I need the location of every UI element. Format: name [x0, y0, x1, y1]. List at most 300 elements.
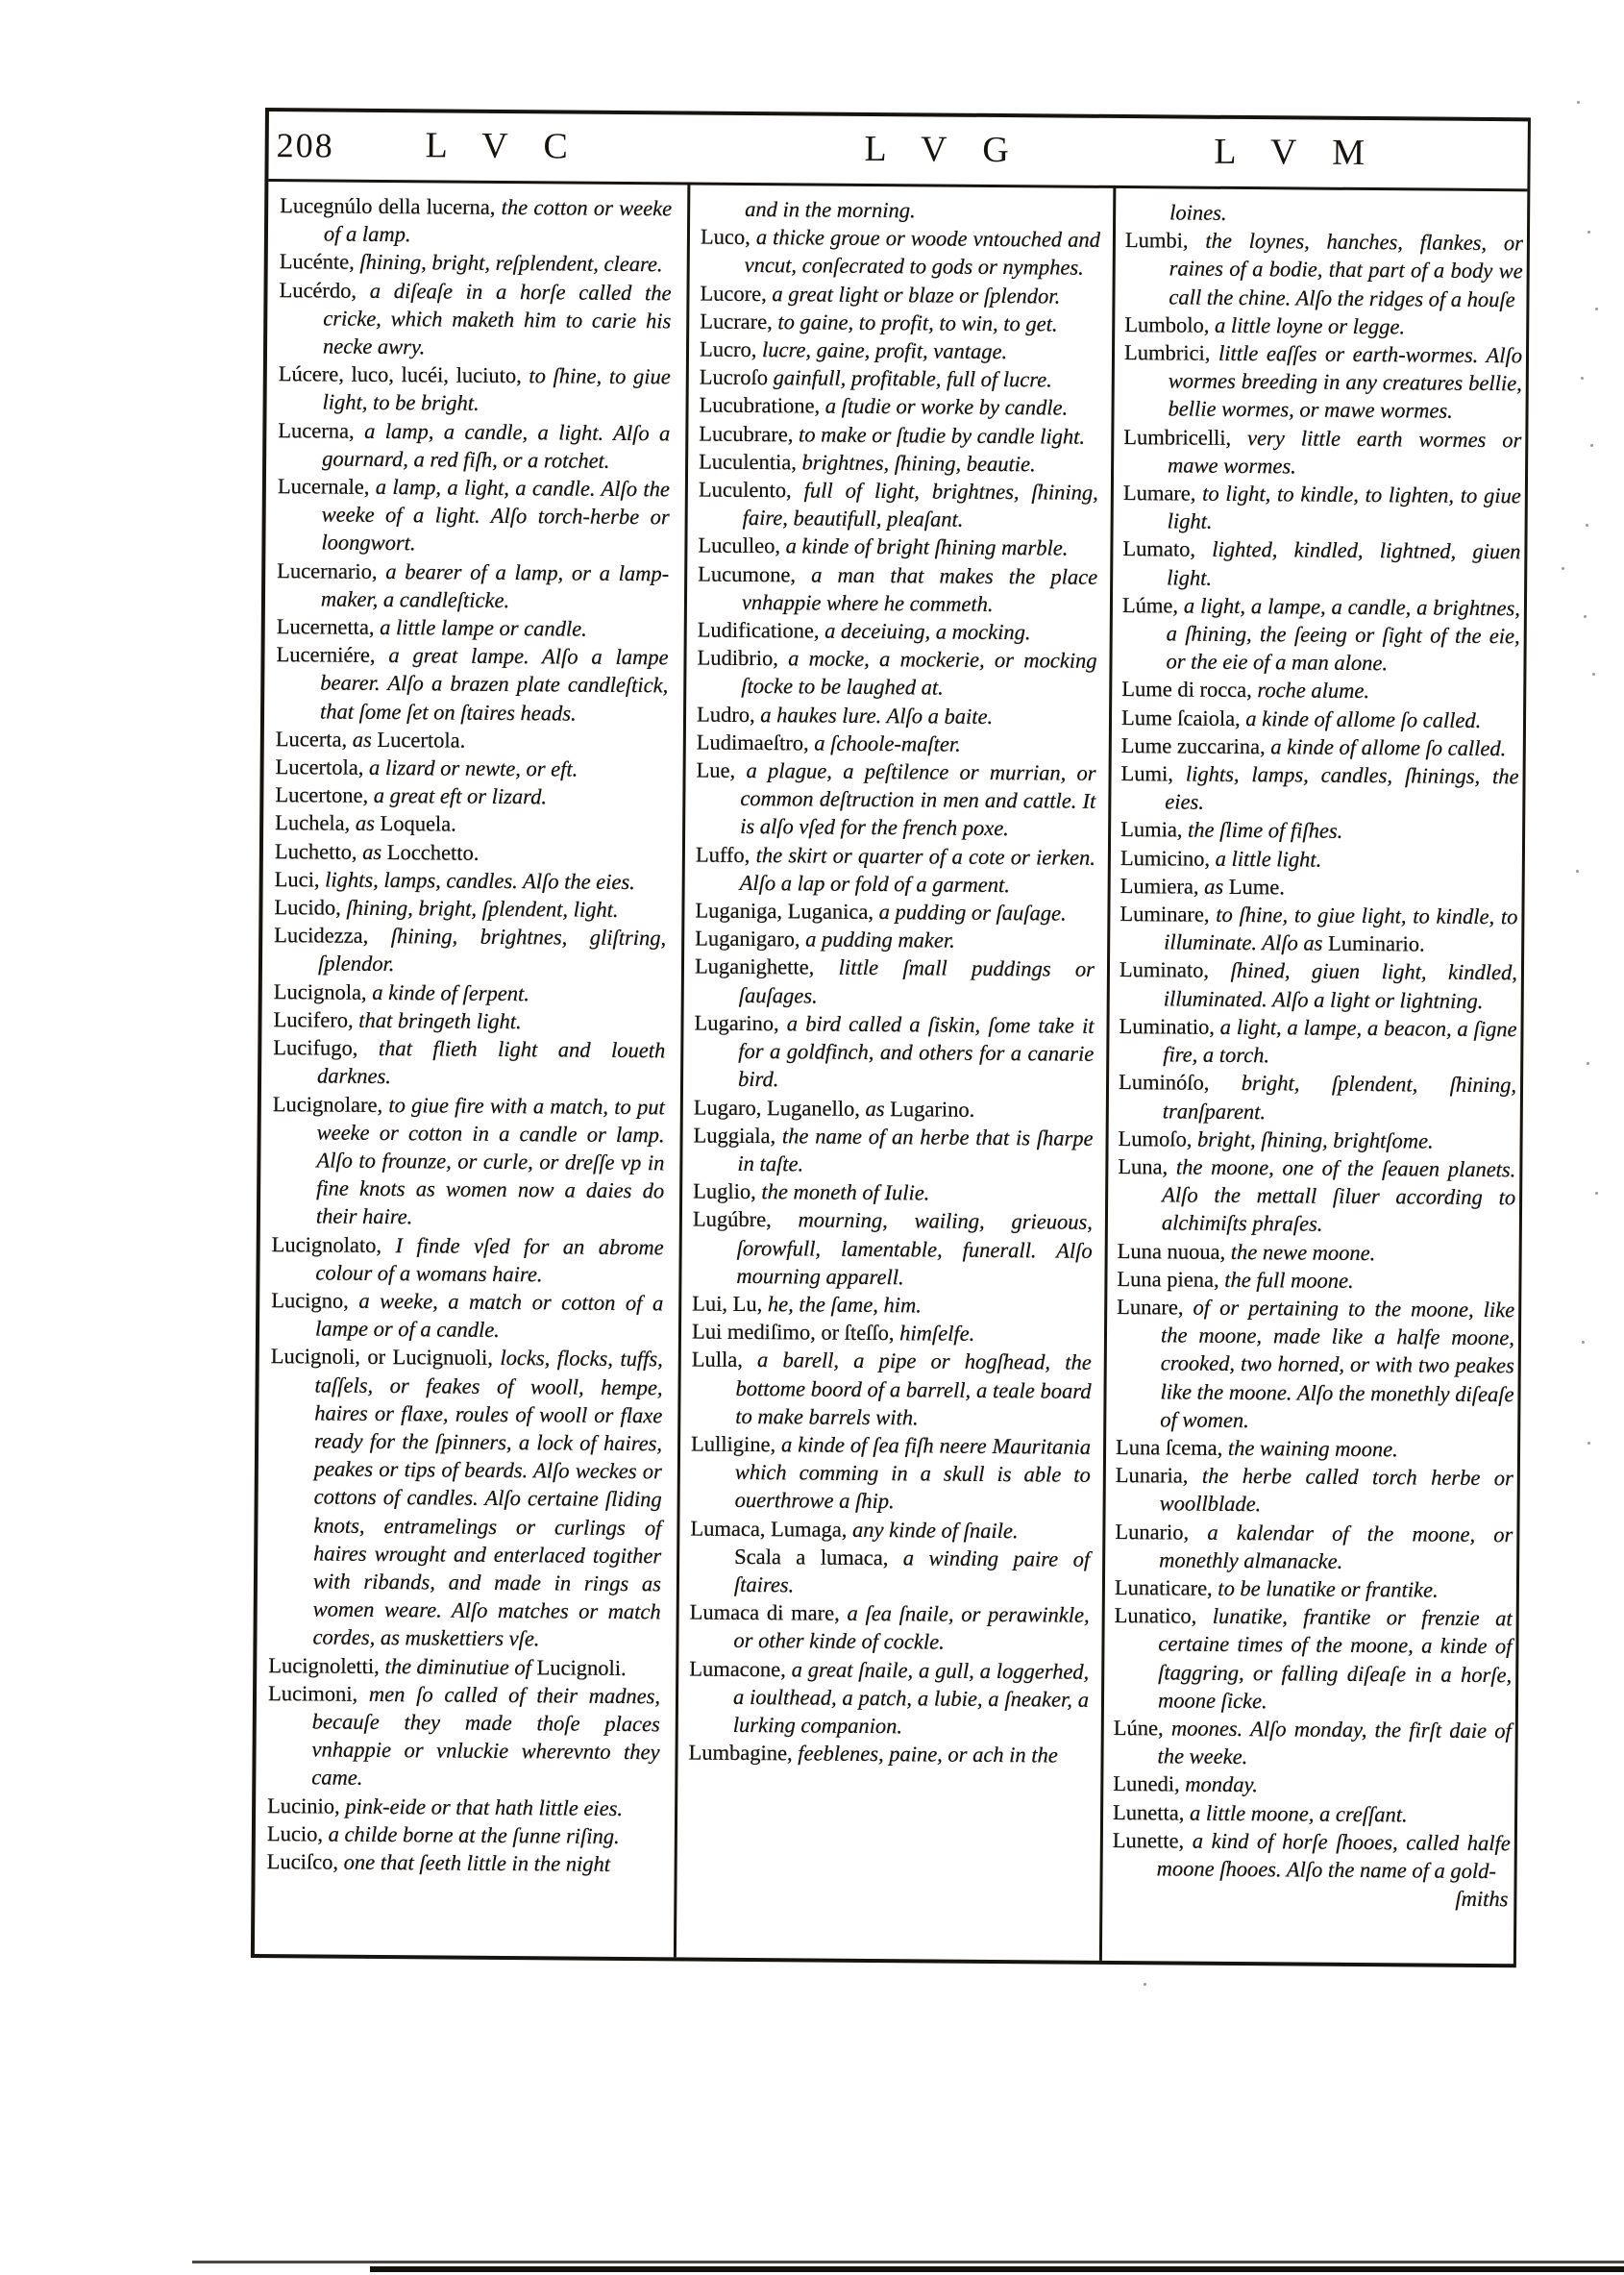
- definition-text: the diminutiue of: [384, 1653, 537, 1679]
- definition-text: pink-eide or that hath little eies.: [345, 1793, 624, 1820]
- headword: Lume di rocca,: [1121, 677, 1258, 703]
- definition-text: a lamp, a light, a candle. Alſo the weeke of a light. Alſo torch-herbe or loongwort.: [321, 474, 670, 556]
- dictionary-entry: [275, 865, 667, 896]
- definition-text: a light, a lampe, a candle, a brightnes, a ſhining, the ſeeing or ſight of the eie, or the eie of a man alone.: [1166, 593, 1521, 676]
- dictionary-entry: [696, 840, 1095, 900]
- dictionary-entry: [697, 644, 1096, 704]
- definition-text: men ſo called of their madnes, becauſe they made thoſe places vnhappie or vnluckie wherevnto they came.: [311, 1681, 661, 1791]
- definition-text: bright, ſhining, brightſome.: [1197, 1126, 1434, 1153]
- definition-text: that flieth light and loueth darknes.: [316, 1036, 666, 1089]
- headword: Lui, Lu,: [692, 1291, 769, 1317]
- headword: Ludro,: [696, 702, 761, 727]
- scan-speck: [1576, 870, 1579, 873]
- running-head-lvm: L V M: [1214, 131, 1379, 174]
- definition-text: a haukes lure. Alſo a baite.: [760, 702, 994, 729]
- column-divider-1: [674, 182, 691, 1957]
- dictionary-entry: [1115, 1573, 1513, 1604]
- definition-text: a ſtudie or worke by candle.: [824, 394, 1069, 420]
- headword: Lumbrici,: [1123, 340, 1219, 365]
- dictionary-entry: [1123, 479, 1521, 538]
- dictionary-entry: [692, 1205, 1093, 1293]
- dictionary-entry: [1120, 872, 1518, 903]
- definition-text: lucre, gaine, profit, vantage.: [761, 337, 1008, 364]
- dictionary-entry: [274, 977, 666, 1008]
- dictionary-entry: [1114, 1601, 1513, 1717]
- dictionary-column-3: [1112, 198, 1523, 1914]
- headword: Lucubrare,: [699, 421, 800, 446]
- dictionary-entry: [276, 725, 668, 755]
- headword: Lucérdo,: [279, 277, 370, 303]
- headword: Lucignola,: [273, 978, 373, 1004]
- dictionary-entry: [694, 1093, 1094, 1124]
- dictionary-entry: [1124, 226, 1523, 313]
- headword: Luna piena,: [1117, 1266, 1225, 1292]
- headword: Lucignoletti,: [268, 1652, 385, 1678]
- dictionary-entry: [280, 191, 672, 251]
- definition-text: the name of an herbe that is ſharpe in taſte.: [737, 1123, 1094, 1176]
- dictionary-entry: [277, 612, 669, 643]
- headword: Lumbi,: [1124, 228, 1206, 253]
- dictionary-entry: [1118, 1125, 1515, 1155]
- scan-speck: [1144, 1983, 1146, 1986]
- dictionary-entry: [273, 1033, 665, 1093]
- dictionary-entry: [1116, 1433, 1513, 1464]
- definition-text: a bird called a ſiskin, ſome take it for a goldfinch, and others for a canarie bird.: [737, 1011, 1095, 1092]
- headword: Lumbagine,: [688, 1740, 799, 1766]
- headword: Lucernario,: [277, 557, 386, 583]
- dictionary-entry: [691, 1429, 1092, 1517]
- headword: Lucertola.: [377, 727, 466, 753]
- definition-text: ſhining, bright, ſplendent, light.: [346, 895, 619, 922]
- headword: Lumbolo,: [1124, 311, 1216, 337]
- dictionary-entry: [1119, 1012, 1516, 1072]
- headword: Lue,: [696, 757, 747, 783]
- headword: Lumacone,: [689, 1656, 792, 1681]
- running-head-lvg: L V G: [864, 128, 1023, 171]
- headword: Luffo,: [695, 842, 756, 867]
- definition-text: as: [362, 839, 387, 864]
- dictionary-entry: [1113, 1769, 1511, 1800]
- dictionary-entry: [697, 728, 1096, 758]
- headword: Lume ſcaiola,: [1120, 705, 1246, 730]
- dictionary-entry: [275, 753, 667, 783]
- definition-text: a ſchoole-maſter.: [814, 730, 961, 756]
- dictionary-entry: [274, 921, 666, 980]
- definition-text: a little lampe or candle.: [380, 615, 587, 641]
- dictionary-entry: [268, 1651, 660, 1682]
- dictionary-entry: [267, 1847, 659, 1878]
- headword: Luganigaro,: [695, 926, 806, 952]
- scan-speck: [1595, 1192, 1598, 1195]
- dictionary-entry: [1113, 1826, 1511, 1886]
- headword: Luciſco,: [266, 1849, 344, 1874]
- dictionary-entry: [692, 1318, 1092, 1348]
- definition-text: a light, a lampe, a beacon, a ſigne fire, a torch.: [1163, 1014, 1517, 1068]
- headword: Lulligine,: [690, 1431, 782, 1457]
- scan-speck: [1595, 308, 1598, 310]
- definition-text: a pudding or ſauſage.: [878, 900, 1067, 926]
- headword: Lunatico,: [1114, 1603, 1213, 1628]
- definition-text: little ſmall puddings or ſauſages.: [738, 955, 1095, 1008]
- definition-text: a mocke, a mockerie, or mocking ſtocke to be laughed at.: [741, 646, 1097, 701]
- headword: Lucimoni,: [267, 1680, 370, 1706]
- dictionary-entry: [273, 1005, 665, 1036]
- scan-speck: [1586, 524, 1588, 527]
- headword: Lunaticare,: [1114, 1574, 1218, 1600]
- definition-text: a great light or blaze or ſplendor.: [772, 281, 1061, 309]
- headword: Lulla,: [691, 1347, 758, 1372]
- page-frame: [251, 108, 1531, 1967]
- definition-text: a lizard or newte, or eft.: [368, 754, 578, 781]
- definition-text: one that ſeeth little in the night: [343, 1849, 611, 1876]
- definition-text: the cotton or weeke of a lamp.: [323, 194, 673, 247]
- headword: Ludimaeſtro,: [696, 729, 815, 755]
- headword: Luganiga, Luganica,: [695, 898, 879, 925]
- headword: Luggiala,: [693, 1123, 783, 1148]
- headword: Lucio,: [266, 1820, 329, 1846]
- scan-speck: [1582, 1341, 1585, 1344]
- headword: Luculleo,: [698, 532, 786, 558]
- headword: Lucido,: [274, 895, 347, 920]
- headword: Lumaca, Lumaga,: [690, 1516, 853, 1542]
- headword: Luminatio,: [1119, 1013, 1220, 1039]
- headword: Lucubratione,: [699, 392, 825, 419]
- definition-text: a weeke, a match or cotton of a lampe or of a candle.: [314, 1288, 664, 1343]
- definition-text: as: [1204, 874, 1229, 899]
- dictionary-entry: [276, 640, 669, 728]
- dictionary-entry: [267, 1792, 659, 1822]
- headword: Lunedi,: [1113, 1771, 1186, 1796]
- dictionary-column-1: [267, 191, 673, 1878]
- dictionary-entry: [267, 1679, 660, 1794]
- definition-text: himſelfe.: [899, 1321, 975, 1346]
- headword: Lumare,: [1122, 481, 1203, 506]
- headword: Lucerna,: [278, 417, 365, 443]
- headword: Lumato,: [1122, 536, 1213, 562]
- definition-text: a little loyne or legge.: [1214, 312, 1406, 339]
- headword: Lúne,: [1113, 1715, 1171, 1741]
- headword: Luna ſcema,: [1115, 1434, 1229, 1460]
- headword: Luchetto,: [274, 838, 363, 864]
- headword: Lúme,: [1121, 592, 1185, 618]
- dictionary-entry: [277, 556, 669, 616]
- headword: Luglio,: [693, 1178, 762, 1204]
- definition-text: I finde vſed for an abrome colour of a womans haire.: [315, 1232, 664, 1287]
- dictionary-entry: [1115, 1518, 1513, 1577]
- dictionary-entry: [1122, 534, 1520, 594]
- dictionary-entry: [1121, 704, 1519, 734]
- headword: Lucrare,: [700, 309, 778, 334]
- definition-text: the waining moone.: [1227, 1435, 1398, 1462]
- definition-text: a kinde of allome ſo called.: [1245, 705, 1482, 732]
- definition-text: roche alume.: [1257, 678, 1370, 704]
- headword: Lucroſo: [699, 364, 774, 390]
- dictionary-entry: [267, 1819, 659, 1850]
- definition-text: he, the ſame, him.: [767, 1292, 923, 1318]
- dictionary-entry: [693, 1177, 1093, 1208]
- headword: Lucernale,: [277, 474, 376, 499]
- definition-text: a kinde of ſea fiſh neere Mauritania which comming in a skull is able to ouerthrowe a ſhip.: [734, 1432, 1092, 1514]
- dictionary-column-2: [688, 195, 1100, 1770]
- dictionary-entry: [699, 447, 1098, 478]
- dictionary-entry: [278, 359, 670, 419]
- definition-text: lighted, kindled, lightned, giuen light.: [1167, 537, 1521, 590]
- dictionary-entry: [272, 1090, 665, 1233]
- headword: Lumiera,: [1120, 873, 1205, 899]
- dictionary-entry: [698, 532, 1097, 562]
- dictionary-entry: [699, 419, 1098, 450]
- headword: Lucifugo,: [273, 1035, 379, 1061]
- definition-text: the full moone.: [1224, 1267, 1354, 1293]
- dictionary-entry: [1117, 1265, 1514, 1296]
- definition-text: the newe moone.: [1230, 1239, 1376, 1265]
- dictionary-entry: [1125, 198, 1523, 229]
- scan-speck: [1587, 1062, 1589, 1065]
- dictionary-entry: [1118, 1152, 1516, 1240]
- definition-text: a ſea ſnaile, or perawinkle, or other kinde of cockle.: [733, 1600, 1090, 1654]
- definition-text: as: [355, 811, 381, 836]
- scan-speck: [1562, 567, 1564, 570]
- headword: Luminóſo,: [1118, 1070, 1242, 1096]
- definition-text: very little earth wormes or mawe wormes.: [1168, 425, 1522, 479]
- headword: Lui mediſimo, or ſteſſo,: [691, 1319, 900, 1346]
- scan-speck: [1592, 673, 1595, 676]
- definition-text: bright, ſplendent, ſhining, tranſparent.: [1162, 1071, 1517, 1124]
- definition-text: a little moone, a creſſant.: [1189, 1800, 1408, 1826]
- headword: Lugarino,: [694, 1010, 787, 1036]
- definition-text: of or pertaining to the moone, like the moone, made like a halfe moone, crooked, two horned, or with two peakes like the moone. Alſo the monethly diſeaſe of women.: [1160, 1295, 1515, 1432]
- headword: Lugaro, Luganello,: [693, 1095, 866, 1121]
- dictionary-entry: [1121, 591, 1520, 679]
- dictionary-entry: [692, 1289, 1092, 1320]
- dictionary-entry: [271, 1286, 663, 1346]
- dictionary-entry: [1121, 675, 1519, 705]
- definition-text: ſmiths: [1455, 1886, 1509, 1912]
- dictionary-entry: [700, 279, 1099, 309]
- dictionary-entry: [690, 1542, 1090, 1601]
- running-head-lvc: L V C: [425, 125, 581, 167]
- dictionary-entry: [698, 616, 1097, 647]
- dictionary-entry: [699, 391, 1098, 422]
- headword: Luculento,: [698, 477, 804, 503]
- definition-text: a winding paire of ſtaires.: [733, 1546, 1091, 1597]
- definition-text: lunatike, frantike or frenzie at certaine times of the moone, a kinde of ſtaggring, or falling diſeaſe in a horſe, moone ſicke.: [1157, 1603, 1513, 1714]
- definition-text: moones. Alſo monday, the firſt daie of the weeke.: [1157, 1716, 1512, 1769]
- dictionary-entry: [689, 1654, 1090, 1742]
- scan-speck: [1581, 377, 1584, 380]
- definition-text: that bringeth light.: [358, 1007, 522, 1034]
- dictionary-entry: [695, 952, 1095, 1012]
- dictionary-entry: [1116, 1293, 1514, 1436]
- dictionary-entry: [271, 1230, 663, 1290]
- definition-text: mourning, wailing, grieuous, ſorowfull, lamentable, funerall. Alſo mourning apparell.: [736, 1207, 1094, 1289]
- headword: Lumaca di mare,: [689, 1599, 848, 1625]
- definition-text: the moone, one of the ſeauen planets. Alſo the mettall ſiluer according to alchimiſts phraſes.: [1161, 1154, 1516, 1236]
- headword: Lumia,: [1120, 817, 1189, 843]
- headword: Lucidezza,: [274, 923, 391, 949]
- dictionary-entry: [691, 1346, 1092, 1433]
- headword: Loquela.: [380, 811, 456, 837]
- page-number: 208: [276, 126, 334, 165]
- dictionary-entry: [1121, 731, 1519, 762]
- definition-text: the moneth of Iulie.: [761, 1179, 930, 1205]
- headword: Lugarino.: [890, 1096, 975, 1122]
- definition-text: a diſeaſe in a horſe called the cricke, which maketh him to carie his necke awry.: [322, 278, 672, 359]
- dictionary-entry: [693, 1121, 1093, 1180]
- definition-text: ſhining, brightnes, gliſtring, ſplendor.: [317, 924, 667, 977]
- catchword: [1112, 1882, 1510, 1913]
- headword: Lume zuccarina,: [1120, 732, 1271, 759]
- definition-text: lights, lamps, candles, ſhinings, the eies.: [1165, 761, 1519, 814]
- definition-text: to ſhine, to giue light, to kindle, to illuminate. Alſo as: [1164, 902, 1518, 955]
- definition-text: the herbe called torch herbe or woollblade.: [1159, 1463, 1513, 1517]
- definition-text: a deceiuing, a mocking.: [824, 618, 1031, 645]
- definition-text: to light, to kindle, to lighten, to giue light.: [1167, 481, 1521, 533]
- definition-text: the ſlime of fiſhes.: [1188, 818, 1343, 844]
- dictionary-entry: [695, 925, 1095, 955]
- scan-speck: [1584, 615, 1587, 618]
- scan-speck: [1587, 1442, 1590, 1445]
- definition-text: a plague, a peſtilence or murrian, or common deſtruction in men and cattle. It is alſo vſed for the french poxe.: [740, 758, 1096, 841]
- headword: Luganighette,: [694, 954, 839, 980]
- definition-text: a little light.: [1215, 846, 1322, 872]
- definition-text: the skirt or quarter of a cote or ierken. Alſo a lap or fold of a garment.: [739, 842, 1095, 897]
- definition-text: a man that makes the place vnhappie where he commeth.: [741, 562, 1098, 616]
- headword: Ludificatione,: [697, 617, 825, 643]
- definition-text: and in the morning.: [745, 196, 916, 223]
- headword: Luco,: [700, 224, 756, 250]
- headword: Ludibrio,: [697, 645, 789, 671]
- headword: Lucro,: [699, 336, 763, 362]
- definition-text: a kinde of ſerpent.: [372, 979, 530, 1005]
- dictionary-entry: [700, 335, 1099, 366]
- dictionary-entry: [688, 1739, 1088, 1769]
- dictionary-entry: [1116, 1461, 1513, 1521]
- definition-text: loines.: [1169, 200, 1227, 225]
- dictionary-entry: [1120, 955, 1517, 1015]
- definition-text: lights, lamps, candles. Alſo the eies.: [325, 867, 635, 894]
- definition-text: locks, flocks, tuffs, taſſels, or feakes of wooll, hempe, haires or flaxe, roules of wooll or flaxe ready for the ſpinners, a lock of haires, peakes or tips of beards. Alſo weckes or cottons of candles. Alſo certaine ſliding knots, entramelings or curlings of haires wrought and enterlaced togither with ribands, and made in rings as women weare. Alſo matches or match cordes, as muskettiers vſe.: [312, 1346, 663, 1651]
- dictionary-entry: [700, 363, 1099, 394]
- definition-text: a lamp, a candle, a light. Alſo a gournard, a red fiſh, or a rotchet.: [322, 418, 671, 473]
- dictionary-entry: [1120, 815, 1518, 846]
- headword: Luminare,: [1120, 902, 1217, 927]
- dictionary-entry: [689, 1598, 1089, 1658]
- definition-text: as: [352, 727, 378, 752]
- headword: Lucignoli, or Lucignuoli,: [270, 1344, 501, 1371]
- headword: Lumoſo,: [1118, 1125, 1198, 1151]
- dictionary-entry: [1113, 1714, 1511, 1773]
- definition-text: a kinde of allome ſo called.: [1270, 734, 1507, 761]
- definition-text: a barell, a pipe or hogſhead, the bottome boord of a barrell, a teale board to make barrels with.: [735, 1348, 1092, 1430]
- dictionary-entry: [694, 1008, 1095, 1096]
- dictionary-entry: [695, 897, 1095, 927]
- definition-text: monday.: [1185, 1771, 1259, 1797]
- headword: Lucerniére,: [276, 642, 389, 668]
- definition-text: to ſhine, to giue light, to be bright.: [322, 363, 671, 416]
- definition-text: little eaſſes or earth-wormes. Alſo wormes breeding in any creatures bellie, bellie wormes, or mawe wormes.: [1168, 340, 1523, 424]
- definition-text: a kalendar of the moone, or monethly almanacke.: [1159, 1520, 1513, 1573]
- definition-text: to giue fire with a match, to put weeke or cotton in a candle or lamp. Alſo to frounze, or curle, or dreſſe vp in fine knots as women now a daies do their haire.: [315, 1092, 665, 1229]
- headword: Lumicino,: [1120, 845, 1216, 871]
- dictionary-entry: [275, 837, 667, 868]
- headword: Lugúbre,: [692, 1206, 799, 1232]
- headword: Lucifero,: [273, 1006, 359, 1032]
- headword: Lucertola,: [275, 754, 370, 779]
- definition-text: ſhining, bright, reſplendent, cleare.: [359, 250, 663, 277]
- definition-text: brightnes, ſhining, beautie.: [801, 450, 1036, 477]
- headword: Scala a lumaca,: [734, 1544, 903, 1570]
- headword: Lucignolare,: [272, 1091, 389, 1117]
- dictionary-entry: [1120, 759, 1518, 819]
- dictionary-entry: [1120, 844, 1518, 875]
- dictionary-entry: [1120, 900, 1517, 959]
- definition-text: a childe borne at the ſunne riſing.: [328, 1821, 620, 1848]
- scan-speck: [1587, 231, 1590, 234]
- dictionary-entry: [697, 700, 1096, 730]
- definition-text: ſhined, giuen light, kindled, illuminated. Alſo a light or lightning.: [1163, 958, 1518, 1013]
- definition-text: feeblenes, paine, or ach in the: [798, 1741, 1058, 1768]
- headword: Lucignoli.: [536, 1654, 627, 1680]
- headword: Lunette,: [1112, 1827, 1193, 1853]
- headword: Locchetto.: [386, 839, 480, 865]
- headword: Lucénte,: [279, 249, 360, 275]
- headword: Luci,: [274, 866, 326, 892]
- headword: Lunaria,: [1115, 1463, 1203, 1488]
- definition-text: to gaine, to profit, to win, to get.: [777, 309, 1058, 336]
- definition-text: gainfull, profitable, full of lucre.: [773, 365, 1052, 392]
- definition-text: to be lunatike or frantike.: [1218, 1575, 1439, 1602]
- definition-text: to make or ſtudie by candle light.: [798, 421, 1086, 449]
- headword: Lucernetta,: [276, 614, 381, 639]
- dictionary-entry: [690, 1514, 1090, 1545]
- dictionary-entry: [696, 756, 1096, 844]
- page-header: [268, 111, 1528, 188]
- scan-bottom-edge-thin: [192, 2261, 1624, 2263]
- definition-text: a kinde of bright ſhining marble.: [785, 533, 1069, 561]
- dictionary-entry: [1123, 338, 1522, 426]
- headword: Lucumone,: [698, 561, 812, 587]
- dictionary-entry: [277, 472, 670, 559]
- headword: Lunario,: [1115, 1519, 1208, 1545]
- dictionary-entry: [1123, 423, 1521, 482]
- definition-text: a great lampe. Alſo a lampe bearer. Alſo a brazen plate candleſtick, that ſome ſet on ſtaires heads.: [319, 643, 669, 726]
- headword: Lucignolato,: [271, 1231, 396, 1257]
- definition-text: full of light, brightnes, ſhining, faire, beautifull, pleaſant.: [742, 478, 1098, 532]
- dictionary-entry: [700, 307, 1099, 337]
- definition-text: a great ſnaile, a gull, a loggerhed, a ioulthead, a patch, a lubie, a ſneaker, a lurking companion.: [732, 1656, 1090, 1739]
- definition-text: a pudding maker.: [805, 927, 955, 952]
- definition-text: as: [865, 1096, 891, 1121]
- headword: Lucore,: [700, 281, 773, 306]
- dictionary-entry: [698, 559, 1097, 619]
- headword: Lúcere, luco, lucéi, luciuto,: [278, 361, 529, 388]
- headword: Luminario.: [1327, 930, 1425, 956]
- headword: Lunare,: [1117, 1294, 1193, 1320]
- headword: Lucegnúlo della lucerna,: [280, 193, 502, 219]
- headword: Luminato,: [1119, 957, 1231, 983]
- dictionary-entry: [280, 248, 672, 279]
- definition-text: any kinde of ſnaile.: [851, 1517, 1019, 1543]
- headword: Lucerta,: [275, 726, 353, 752]
- headword: Lucinio,: [267, 1793, 346, 1818]
- dictionary-entry: [279, 276, 672, 363]
- dictionary-entry: [699, 476, 1098, 535]
- definition-text: a thicke groue or woode vntouched and vncut, conſecrated to gods or nymphes.: [744, 225, 1101, 281]
- headword: Lucigno,: [271, 1288, 359, 1313]
- dictionary-entry: [701, 195, 1100, 226]
- dictionary-entry: [1119, 1068, 1516, 1127]
